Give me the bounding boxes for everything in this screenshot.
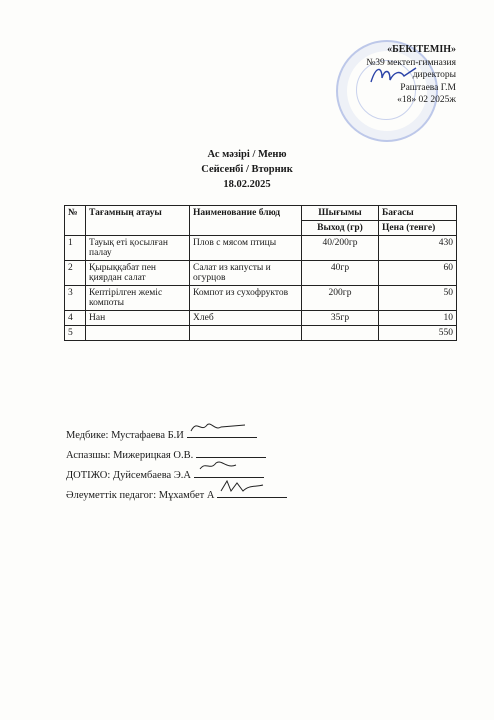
header-output: Шығымы xyxy=(302,206,379,221)
signature-cook: Аспазшы: Мижерицкая О.В. xyxy=(66,450,194,461)
approval-position: директоры xyxy=(412,70,456,80)
total-num: 5 xyxy=(65,326,86,341)
approval-heading: «БЕКІТЕМІН» xyxy=(387,44,456,55)
approval-school: №39 мектеп-гимназия xyxy=(366,57,456,68)
row-price: 430 xyxy=(379,236,457,261)
signature-nurse: Медбике: Мустафаева Б.И xyxy=(66,430,184,441)
total-price: 550 xyxy=(379,326,457,341)
signature-deputy: ДОТІЖО: Дуйсембаева Э.А xyxy=(66,470,191,481)
handwritten-signature xyxy=(189,419,249,435)
title-date: 18.02.2025 xyxy=(223,179,271,190)
row-output: 40гр xyxy=(302,261,379,286)
row-num: 2 xyxy=(65,261,86,286)
row-name-ru: Компот из сухофруктов xyxy=(190,286,302,311)
signature-line xyxy=(196,445,266,458)
table-row xyxy=(65,286,457,311)
row-price: 50 xyxy=(379,286,457,311)
signature-social: Әлеуметтік педагог: Мұхамбет А xyxy=(66,490,215,501)
row-name-kz: Қырыққабат пен қиярдан салат xyxy=(86,261,190,286)
table-row xyxy=(65,261,457,286)
table-row xyxy=(65,236,457,261)
row-name-ru: Хлеб xyxy=(190,311,302,326)
row-output: 35гр xyxy=(302,311,379,326)
row-name-kz: Нан xyxy=(86,311,190,326)
total-empty xyxy=(190,326,302,341)
title-menu: Ас мәзірі / Меню xyxy=(207,149,287,160)
header-name-kz: Тағамның атауы xyxy=(86,206,190,236)
table-header-row xyxy=(65,206,457,221)
table-total-row xyxy=(65,326,457,341)
row-price: 10 xyxy=(379,311,457,326)
total-empty xyxy=(86,326,190,341)
title-day: Сейсенбі / Вторник xyxy=(201,164,293,175)
document-title xyxy=(0,147,494,192)
table-row xyxy=(65,311,457,326)
signature-row xyxy=(66,425,287,445)
header-price-ru: Цена (тенге) xyxy=(379,221,457,236)
row-output: 40/200гр xyxy=(302,236,379,261)
handwritten-signature xyxy=(219,479,279,495)
approval-date: «18» 02 2025ж xyxy=(397,95,456,105)
row-name-kz: Кептірілген жеміс компоты xyxy=(86,286,190,311)
row-name-ru: Плов с мясом птицы xyxy=(190,236,302,261)
signature-line xyxy=(187,425,257,438)
header-price: Бағасы xyxy=(379,206,457,221)
handwritten-signature xyxy=(196,459,256,475)
total-empty xyxy=(302,326,379,341)
header-output-ru: Выход (гр) xyxy=(302,221,379,236)
row-output: 200гр xyxy=(302,286,379,311)
row-num: 3 xyxy=(65,286,86,311)
header-num: № xyxy=(65,206,86,236)
row-name-ru: Салат из капусты и огурцов xyxy=(190,261,302,286)
signatures-block xyxy=(66,425,287,505)
row-num: 1 xyxy=(65,236,86,261)
approval-director: Раштаева Г.М xyxy=(400,82,456,93)
menu-table xyxy=(64,205,457,341)
row-price: 60 xyxy=(379,261,457,286)
signature-row xyxy=(66,485,287,505)
signature-line xyxy=(217,485,287,498)
approval-block xyxy=(366,44,456,107)
signature-line xyxy=(194,465,264,478)
row-num: 4 xyxy=(65,311,86,326)
row-name-kz: Тауық еті қосылған палау xyxy=(86,236,190,261)
header-name-ru: Наименование блюд xyxy=(190,206,302,236)
